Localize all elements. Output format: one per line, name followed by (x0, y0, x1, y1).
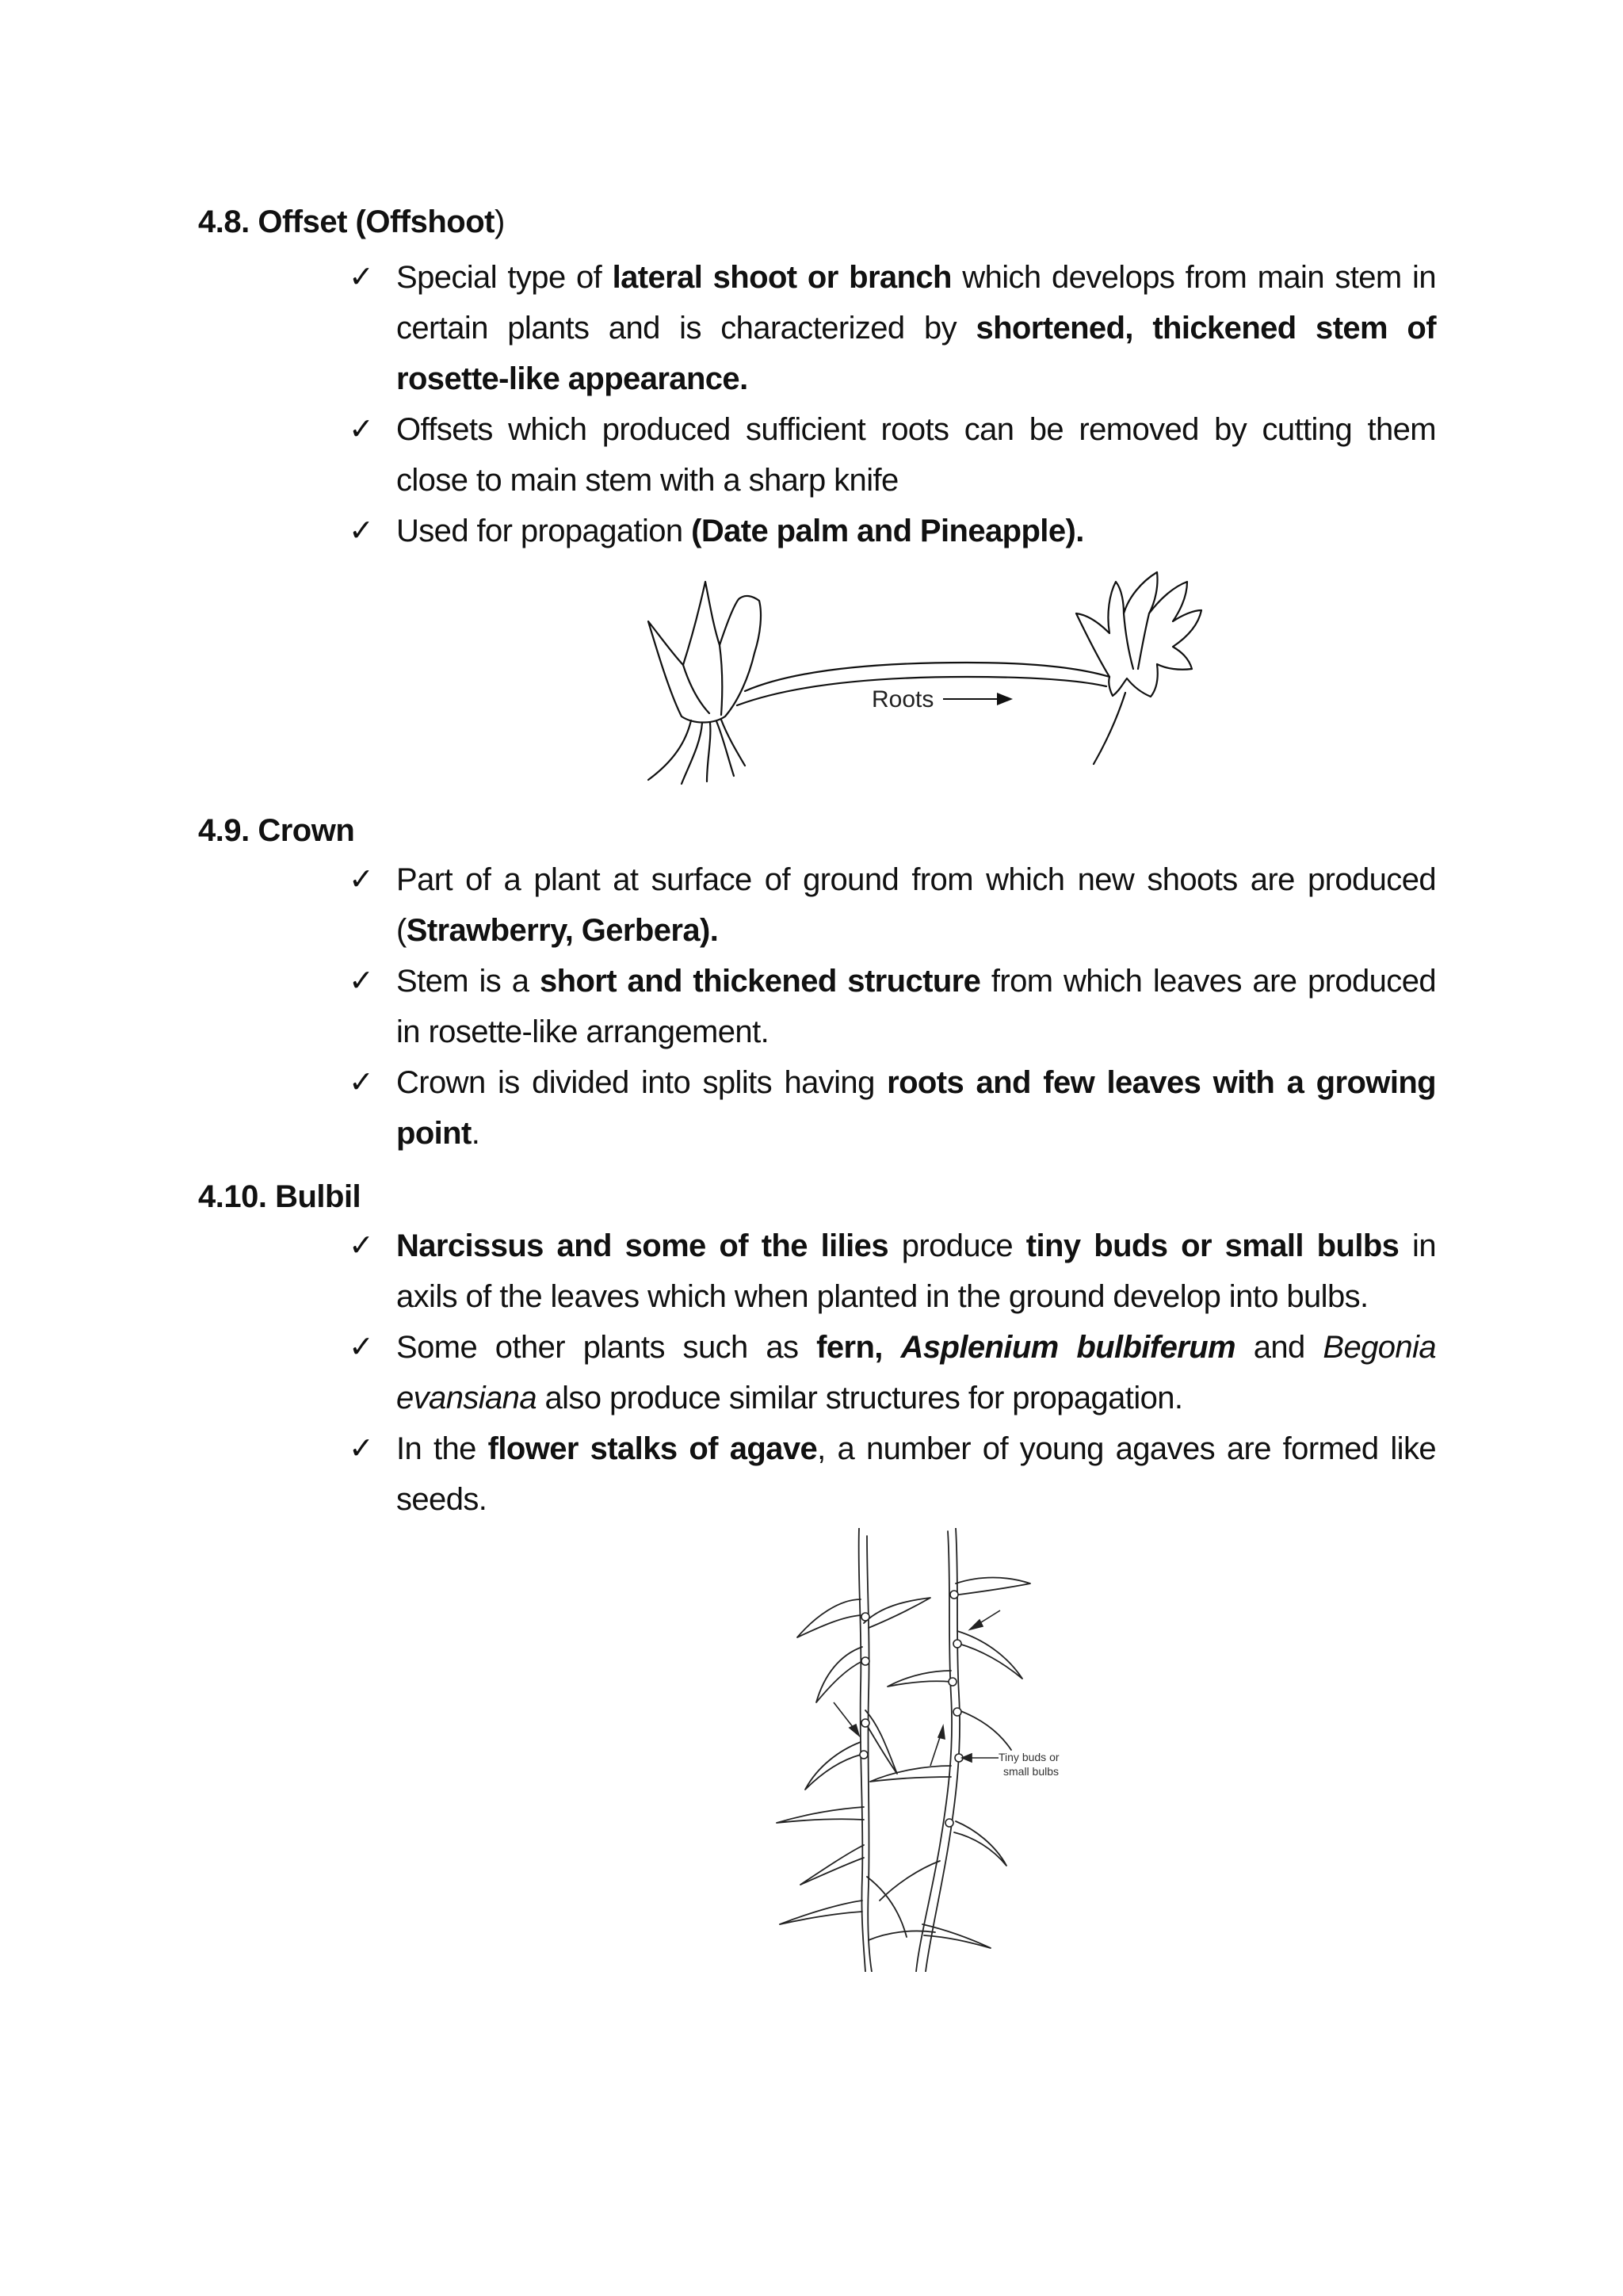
arrow-4-head (962, 1754, 972, 1762)
bullet-text-run: Offsets which produced sufficient roots can be removed by cutting them close to main stem with a sharp knife (396, 412, 1436, 498)
bullet-item (349, 956, 1436, 1057)
roots-label: Roots (872, 686, 934, 712)
bulbil-7 (949, 1678, 957, 1686)
right-stem-a (916, 1531, 952, 1972)
checkmark-icon: ✓ (349, 1432, 374, 1465)
left-offset-crease-2 (720, 645, 722, 715)
bullet-text-run: . (471, 1116, 480, 1151)
leaf-6 (777, 1807, 864, 1823)
bullet-text-run: Stem is a (396, 964, 540, 999)
arrow-3-head (938, 1726, 945, 1739)
heading-bulbil-main: 4.10. Bulbil (198, 1179, 361, 1214)
leaf-10 (956, 1578, 1030, 1595)
offset-figure (634, 558, 1205, 796)
heading-offset-main: 4.8. Offset (Offshoot (198, 204, 495, 239)
checkmark-icon: ✓ (349, 514, 374, 548)
leaf-4 (865, 1710, 897, 1774)
right-rosette-outline (1076, 572, 1201, 697)
leaf-11 (957, 1631, 1022, 1679)
bullet-item (349, 506, 1436, 556)
bullet-text-run: Crown is divided into splits having (396, 1065, 888, 1100)
bulbil-5 (950, 1591, 958, 1599)
bulbil-label-line2: small bulbs (1003, 1765, 1060, 1778)
bullet-text-run: short and thickened structure (539, 964, 981, 999)
bullet-text-run: Some other plants such as (396, 1330, 817, 1365)
bullet-text-run: Used for propagation (396, 514, 692, 548)
bullet-text-run: produce (888, 1228, 1026, 1263)
checkmark-icon: ✓ (349, 965, 374, 998)
checkmark-icon: ✓ (349, 413, 374, 446)
bulbil-3 (861, 1719, 869, 1727)
bulbil-2 (861, 1657, 869, 1665)
bullet-text-run: from which leaves are produced in rosette-like arrangement. (396, 964, 1436, 1049)
heading-crown-main: 4.9. Crown (198, 813, 355, 848)
bullet-item (349, 404, 1436, 506)
left-offset-outline (648, 582, 761, 723)
heading-bulbil (198, 1178, 361, 1216)
checkmark-icon: ✓ (349, 863, 374, 896)
bullet-item (349, 1221, 1436, 1322)
right-rosette-inner-1 (1124, 613, 1133, 669)
offset-plant-drawing (634, 558, 1205, 796)
leaf-7 (800, 1845, 864, 1885)
bullet-text-run: and (1235, 1330, 1323, 1365)
bulbil-4 (860, 1751, 868, 1759)
arrow-2-head (850, 1725, 859, 1736)
leaf-2 (864, 1598, 930, 1628)
checkmark-icon: ✓ (349, 1066, 374, 1099)
bullet-text-run: (Date palm and Pineapple). (691, 514, 1084, 548)
bullet-text-run: Asplenium bulbiferum (900, 1330, 1235, 1365)
bulbil-plant-drawing (761, 1528, 1094, 1972)
crown-bullet-list (349, 854, 1436, 1159)
heading-offset (198, 203, 505, 241)
leaf-1 (797, 1599, 861, 1637)
bulbil-label-line1: Tiny buds or (999, 1751, 1060, 1763)
arrow-1-head (970, 1620, 983, 1629)
checkmark-icon: ✓ (349, 1331, 374, 1364)
bullet-text-run: roots and few leaves with a growing point (396, 1065, 1437, 1151)
checkmark-icon: ✓ (349, 261, 374, 294)
bullet-text-run: tiny buds or small bulbs (1025, 1228, 1400, 1263)
bullet-text-run: which develops from main stem in certain plants and is characterized by (396, 260, 1436, 346)
bullet-item (349, 854, 1436, 956)
bullet-text-run: Begonia evansiana (396, 1330, 1436, 1415)
right-root (1094, 693, 1125, 764)
left-root-2 (682, 723, 702, 784)
leaf-12 (888, 1671, 951, 1687)
bullet-text-run: also produce similar structures for propagation. (536, 1381, 1183, 1415)
offset-bullet-list (349, 252, 1436, 556)
bulbil-figure (761, 1528, 1094, 1972)
bulbil-1 (861, 1613, 869, 1621)
left-stem-a (859, 1528, 865, 1972)
bullet-text-run: in axils of the leaves which when planted in the ground develop into bulbs. (396, 1228, 1436, 1314)
checkmark-icon: ✓ (349, 1229, 374, 1263)
heading-crown (198, 812, 354, 850)
bullet-item (349, 1322, 1436, 1423)
right-rosette-inner-2 (1138, 613, 1149, 669)
bullet-item (349, 252, 1436, 404)
bulbil-10 (945, 1819, 953, 1827)
bulbil-6 (953, 1640, 961, 1648)
bullet-text-run: flower stalks of agave (487, 1431, 818, 1466)
left-offset-crease (683, 665, 709, 713)
left-root-3 (707, 723, 710, 781)
bullet-item (349, 1423, 1436, 1525)
bulbil-bullet-list (349, 1221, 1436, 1525)
bullet-text-run: shortened, thickened stem of rosette-like appearance. (396, 311, 1436, 396)
bullet-item (349, 1057, 1436, 1159)
leaf-14 (870, 1766, 951, 1782)
bullet-text-run: Strawberry, Gerbera). (406, 913, 719, 948)
roots-arrow-head (997, 693, 1013, 705)
heading-offset-paren: ) (494, 204, 505, 239)
leaf-3 (816, 1647, 862, 1702)
leaf-18 (867, 1877, 907, 1937)
leaf-13 (959, 1710, 1011, 1750)
bullet-text-run: In the (396, 1431, 488, 1466)
bullet-text-run: fern, (816, 1330, 901, 1365)
bullet-text-run: , a number of young agaves are formed like seeds. (396, 1431, 1437, 1517)
left-root-1 (648, 720, 691, 780)
bullet-text-run: Narcissus and some of the lilies (396, 1228, 888, 1263)
leaf-8 (780, 1901, 862, 1924)
bullet-text-run: lateral shoot or branch (612, 260, 952, 295)
bullet-text-run: Part of a plant at surface of ground from which new shoots are produced ( (396, 862, 1436, 948)
leaf-5 (805, 1742, 861, 1790)
bulbil-8 (953, 1708, 961, 1716)
leaf-15 (954, 1821, 1006, 1866)
bullet-text-run: Special type of (396, 260, 613, 295)
